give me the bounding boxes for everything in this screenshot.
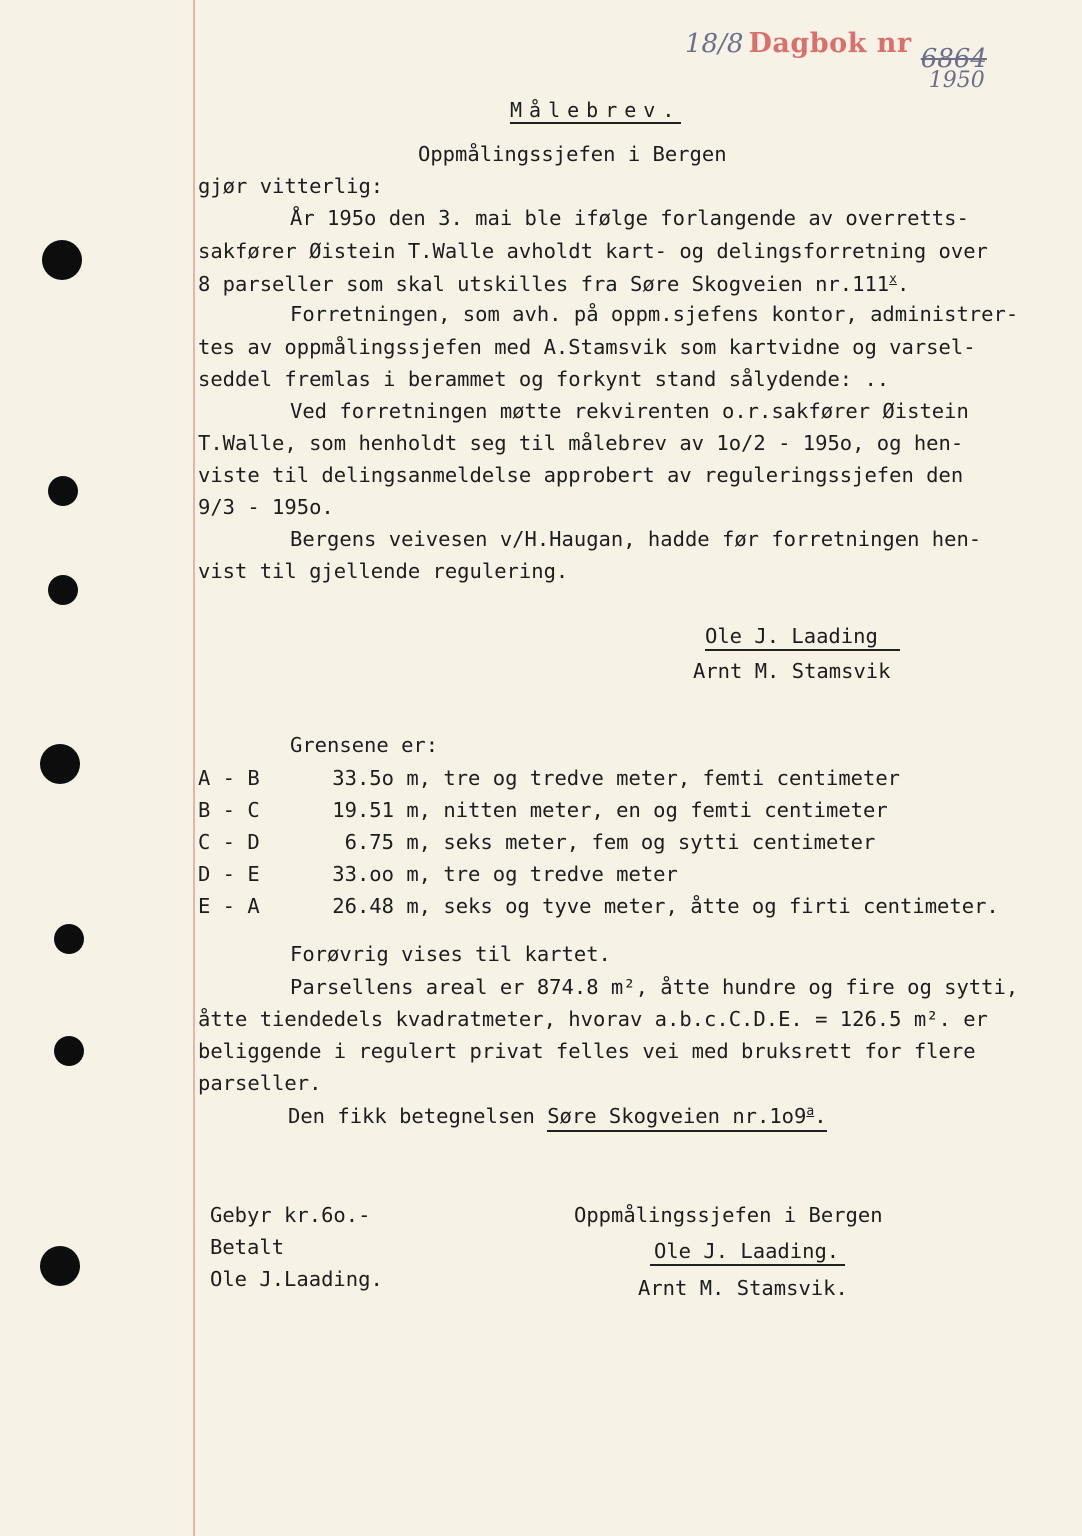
boundary-text: m, tre og tredve meter, femti centimeter bbox=[406, 766, 901, 790]
body-line: 8 parseller som skal utskilles fra Søre Skogveien nr.111$^x$. bbox=[198, 271, 910, 296]
closing-line: parseller. bbox=[198, 1071, 322, 1095]
body-line: Bergens veivesen v/H.Haugan, hadde før forretningen hen- bbox=[290, 527, 982, 551]
punch-hole bbox=[54, 924, 84, 954]
boundary-row bbox=[198, 798, 888, 822]
body-line: viste til delingsanmeldelse approbert av reguleringssjefen den bbox=[198, 463, 964, 487]
designation-superscript: a bbox=[806, 1104, 815, 1119]
designation-value: Søre Skogveien nr.1o9$^a$. bbox=[547, 1104, 826, 1132]
boundary-row bbox=[198, 830, 875, 854]
punch-hole bbox=[42, 240, 82, 280]
boundary-measure: 26.48 bbox=[332, 894, 394, 918]
fee-line: Gebyr kr.6o.- bbox=[210, 1203, 371, 1227]
body-line: sakfører Øistein T.Walle avholdt kart- og delingsforretning over bbox=[198, 239, 988, 263]
body-line-text: 8 parseller som skal utskilles fra Søre Skogveien nr.111 bbox=[198, 271, 890, 296]
boundaries-heading: Grensene er: bbox=[290, 733, 439, 757]
body-line: År 195o den 3. mai ble ifølge forlangende av overretts- bbox=[290, 206, 969, 230]
punch-hole bbox=[40, 744, 80, 784]
body-line: Forretningen, som avh. på oppm.sjefens kontor, administrer- bbox=[290, 302, 1019, 326]
body-line: T.Walle, som henholdt seg til målebrev av 1o/2 - 195o, og hen- bbox=[198, 431, 964, 455]
boundary-text: m, seks og tyve meter, åtte og firti centimeter. bbox=[406, 894, 999, 918]
boundary-segment: E - A bbox=[198, 894, 260, 918]
closing-line: Parsellens areal er 874.8 m², åtte hundre og fire og sytti, bbox=[290, 975, 1019, 999]
punch-hole bbox=[54, 1036, 84, 1066]
body-line: tes av oppmålingssjefen med A.Stamsvik som kartvidne og varsel- bbox=[198, 335, 976, 359]
body-line: vist til gjellende regulering. bbox=[198, 559, 569, 583]
margin-line bbox=[193, 0, 195, 1536]
punch-hole bbox=[40, 1246, 80, 1286]
designation-line bbox=[288, 1105, 827, 1126]
signature-2a: Ole J. Laading. bbox=[650, 1241, 845, 1266]
boundary-row bbox=[198, 894, 999, 918]
signature-1b: Arnt M. Stamsvik bbox=[693, 659, 891, 683]
document-title: Målebrev. bbox=[510, 98, 682, 122]
issuer-line: Oppmålingssjefen i Bergen bbox=[418, 142, 727, 166]
fee-signature: Ole J.Laading. bbox=[210, 1267, 383, 1291]
boundary-text: m, seks meter, fem og sytti centimeter bbox=[406, 830, 876, 854]
boundary-measure: 33.oo bbox=[332, 862, 394, 886]
boundary-text: m, tre og tredve meter bbox=[406, 862, 678, 886]
stamp-date: 18/8 bbox=[685, 29, 744, 59]
body-line: seddel fremlas i berammet og forkynt stand sålydende: .. bbox=[198, 367, 890, 391]
boundary-row bbox=[198, 766, 900, 790]
signature-1a: Ole J. Laading bbox=[705, 626, 900, 651]
boundary-measure: 33.5o bbox=[332, 766, 394, 790]
boundary-text: m, nitten meter, en og femti centimeter bbox=[406, 798, 888, 822]
stamp-label: Dagbok nr bbox=[748, 28, 912, 59]
closing-line: beliggende i regulert privat felles vei med bruksrett for flere bbox=[198, 1039, 976, 1063]
boundary-measure: 19.51 bbox=[332, 798, 394, 822]
signature-2b: Arnt M. Stamsvik. bbox=[638, 1276, 848, 1300]
boundary-row bbox=[198, 862, 678, 886]
designation-prefix: Den fikk betegnelsen bbox=[288, 1103, 548, 1128]
closing-line: Forøvrig vises til kartet. bbox=[290, 942, 611, 966]
intro-line: gjør vitterlig: bbox=[198, 174, 384, 198]
boundary-measure: 6.75 bbox=[344, 830, 394, 854]
designation-text: Søre Skogveien nr.1o9 bbox=[547, 1103, 807, 1128]
boundary-segment: D - E bbox=[198, 862, 260, 886]
stamp-number: 6864 bbox=[920, 44, 987, 74]
punch-hole bbox=[48, 575, 78, 605]
boundary-segment: C - D bbox=[198, 830, 260, 854]
boundary-segment: A - B bbox=[198, 766, 260, 790]
superscript-x: x bbox=[889, 272, 897, 287]
stamp-year: 1950 bbox=[928, 68, 985, 93]
closing-line: åtte tiendedels kvadratmeter, hvorav a.b.c.C.D.E. = 126.5 m². er bbox=[198, 1007, 988, 1031]
signature-2-title: Oppmålingssjefen i Bergen bbox=[574, 1203, 883, 1227]
body-line: Ved forretningen møtte rekvirenten o.r.sakfører Øistein bbox=[290, 399, 969, 423]
punch-hole bbox=[48, 476, 78, 506]
paid-line: Betalt bbox=[210, 1235, 285, 1259]
journal-stamp bbox=[685, 28, 987, 93]
body-line: 9/3 - 195o. bbox=[198, 495, 334, 519]
boundary-segment: B - C bbox=[198, 798, 260, 822]
